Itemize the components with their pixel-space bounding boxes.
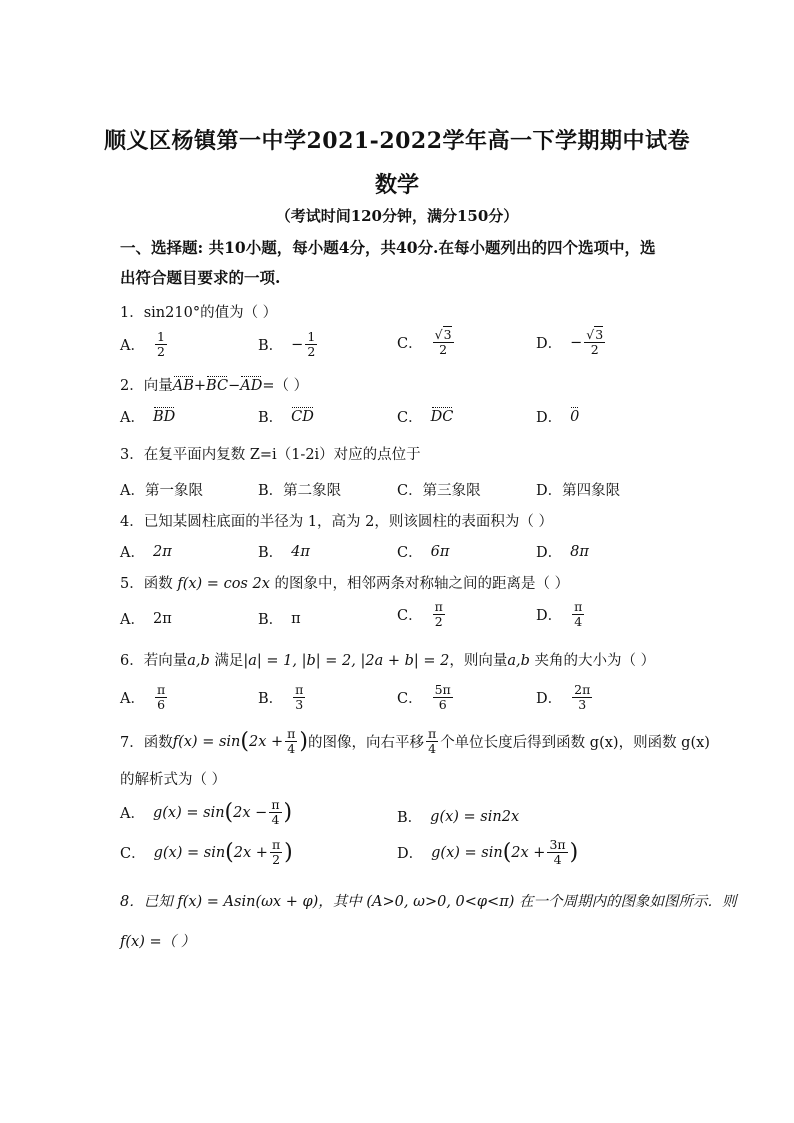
section-heading-line1: 一、选择题: 共10小题，每小题4分，共40分.在每小题列出的四个选项中，选	[120, 238, 656, 257]
question-5-option-d[interactable]: D． $\frac{\pi}{4}$	[536, 599, 583, 629]
question-4-option-b[interactable]: B． 4π	[258, 543, 310, 561]
question-3-option-c[interactable]: C．第三象限	[397, 483, 481, 499]
question-8-stem-line2: f(x) =（ ）	[120, 934, 196, 950]
question-6-stem: 6．若向量a,b 满足|a| = 1, |b| = 2, |2a + b| = 2，则向量a,b 夹角的大小为（ ）	[120, 653, 656, 669]
fraction: $\frac{\pi}{3}$	[295, 682, 304, 712]
exam-title: 顺义区杨镇第一中学2021-2022学年高一下学期期中试卷	[103, 128, 691, 154]
question-7-option-c[interactable]: C． g(x) = sin ( 2x + $\frac{\pi}{2}$ )	[120, 837, 293, 867]
fraction: $\frac{\pi}{4}$	[427, 726, 437, 756]
fraction: $\frac{2\pi}{3}$	[574, 682, 591, 712]
question-7-option-a[interactable]: A． g(x) = sin ( 2x − $\frac{\pi}{4}$ )	[120, 797, 293, 827]
question-5-stem: 5．函数 f(x) = cos 2x 的图象中，相邻两条对称轴之间的距离是（ ）	[120, 576, 570, 592]
question-2-option-c[interactable]: C． DC	[397, 408, 454, 426]
question-1-option-b[interactable]: B． − $\frac{1}{2}$	[258, 329, 316, 359]
fraction: $\frac{\pi}{4}$	[574, 599, 583, 629]
fraction: $\frac{\pi}{4}$	[271, 797, 280, 827]
question-4-option-c[interactable]: C． 6π	[397, 543, 450, 561]
question-7-stem: 7．函数 f(x) = sin ( 2x + $\frac{\pi}{4}$ ) 的图像，向右平移 $\frac{\pi}{4}$ 个单位长度后得到函数 g(x)，则函数 g(x)	[120, 726, 710, 756]
fraction: $\frac{1}{2}$	[156, 329, 165, 359]
question-6-option-b[interactable]: B． $\frac{\pi}{3}$	[258, 682, 304, 712]
question-7-option-b[interactable]: B． g(x) = sin2x	[397, 808, 520, 826]
question-3-option-a[interactable]: A．第一象限	[120, 483, 203, 499]
question-6-option-c[interactable]: C． $\frac{5\pi}{6}$	[397, 682, 451, 712]
fraction: $\frac{\pi}{2}$	[271, 837, 281, 867]
fraction: $\frac{1}{2}$	[307, 329, 316, 359]
question-4-option-d[interactable]: D． 8π	[536, 543, 589, 561]
question-2-stem: 2．向量AB+BC−AD=（ ）	[120, 378, 309, 394]
question-7-option-d[interactable]: D． g(x) = sin ( 2x + $\frac{3\pi}{4}$ )	[397, 837, 579, 867]
question-5-option-c[interactable]: C． $\frac{\pi}{2}$	[397, 599, 443, 629]
section-heading-line2: 出符合题目要求的一项.	[120, 268, 281, 287]
fraction: $\frac{\pi}{6}$	[156, 682, 166, 712]
question-2-option-a[interactable]: A． BD	[120, 408, 176, 426]
fraction: $\frac{\pi}{4}$	[287, 726, 296, 756]
fraction: $\frac{\pi}{2}$	[434, 599, 443, 629]
question-6-option-a[interactable]: A． $\frac{\pi}{6}$	[120, 682, 166, 712]
question-5-option-a[interactable]: A． 2π	[120, 610, 172, 628]
question-4-option-a[interactable]: A． 2π	[120, 543, 172, 561]
question-6-option-d[interactable]: D． $\frac{2\pi}{3}$	[536, 682, 591, 712]
question-1-option-d[interactable]: D． − $\frac{√3}{2}$	[536, 327, 604, 357]
question-4-stem: 4．已知某圆柱底面的半径为 1，高为 2，则该圆柱的表面积为（ ）	[120, 514, 554, 530]
question-5-option-b[interactable]: B． π	[258, 610, 301, 628]
question-2-option-d[interactable]: D． 0	[536, 408, 580, 426]
exam-subject: 数学	[374, 172, 419, 198]
fraction: $\frac{5\pi}{6}$	[434, 682, 451, 712]
question-3-option-b[interactable]: B．第二象限	[258, 483, 342, 499]
exam-info: （考试时间120分钟，满分150分）	[275, 207, 519, 225]
fraction: $\frac{√3}{2}$	[586, 327, 604, 357]
question-2-option-b[interactable]: B． CD	[258, 408, 314, 426]
question-1-stem: 1．sin210°的值为（ ）	[120, 305, 278, 321]
fraction: $\frac{3\pi}{4}$	[549, 837, 566, 867]
question-3-stem: 3．在复平面内复数 Z=i（1-2i）对应的点位于	[120, 447, 421, 463]
question-1-option-c[interactable]: C． $\frac{√3}{2}$	[397, 327, 452, 357]
question-7-stem-line2: 的解析式为（ ）	[120, 772, 227, 788]
fraction: $\frac{√3}{2}$	[434, 327, 452, 357]
question-1-option-a[interactable]: A． $\frac{1}{2}$	[120, 329, 165, 359]
question-8-stem: 8．已知 f(x) = Asin(ωx + φ)，其中 (A>0, ω>0, 0<φ<π) 在一个周期内的图象如图所示．则	[120, 894, 737, 910]
section-heading	[120, 233, 680, 293]
question-3-option-d[interactable]: D．第四象限	[536, 483, 621, 499]
